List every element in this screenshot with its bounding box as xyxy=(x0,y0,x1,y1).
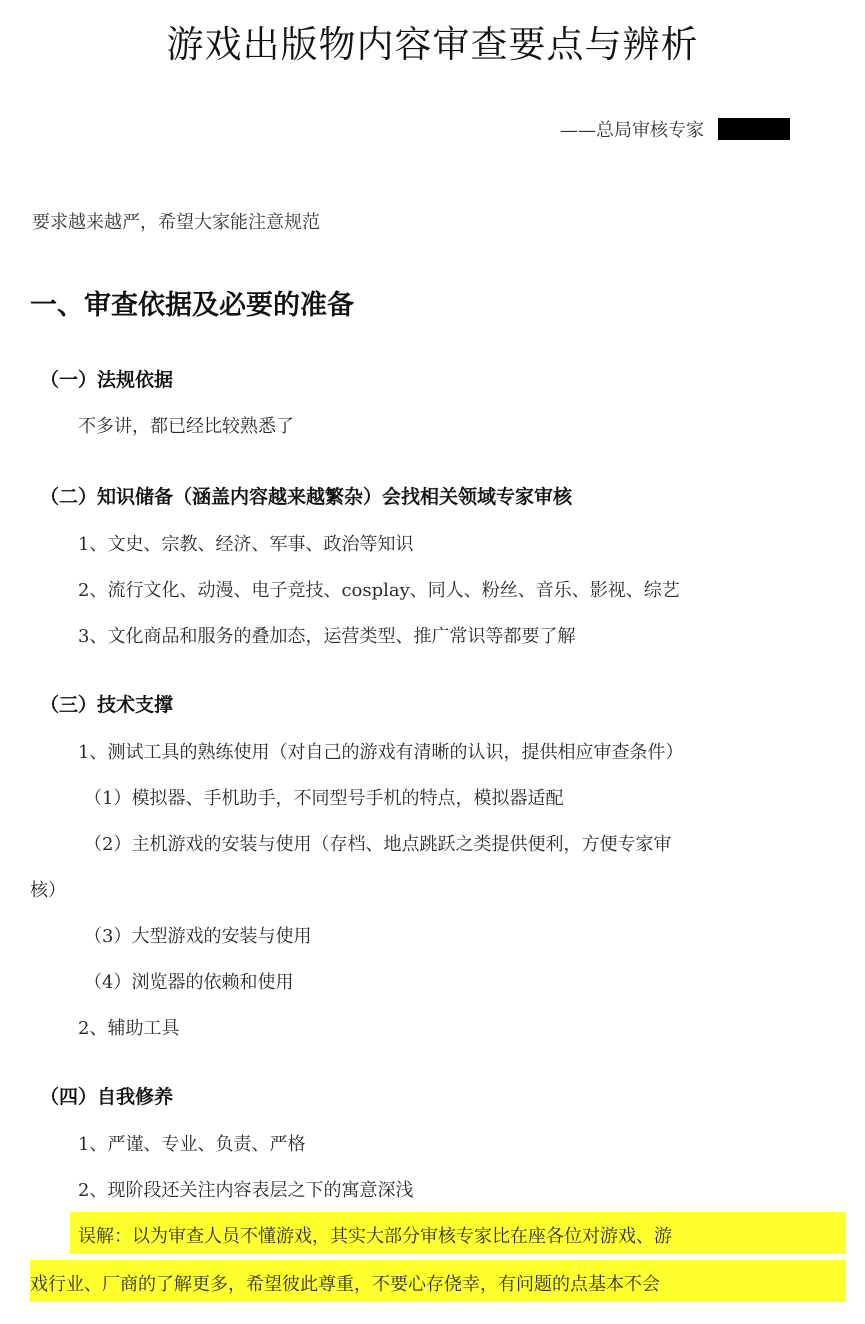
sub-list-item-continuation: 核） xyxy=(30,880,66,901)
list-item: 1、测试工具的熟练使用（对自己的游戏有清晰的认识，提供相应审查条件） xyxy=(78,742,684,763)
intro-paragraph: 要求越来越严，希望大家能注意规范 xyxy=(32,212,320,233)
list-item: 1、文史、宗教、经济、军事、政治等知识 xyxy=(78,534,414,555)
sub-list-item: （3）大型游戏的安装与使用 xyxy=(84,926,312,947)
list-item: 3、文化商品和服务的叠加态，运营类型、推广常识等都要了解 xyxy=(78,626,576,647)
byline-text: ——总局审核专家 xyxy=(560,120,704,141)
sub-list-item: （1）模拟器、手机助手，不同型号手机的特点，模拟器适配 xyxy=(84,788,564,809)
sub-list-item: （4）浏览器的依赖和使用 xyxy=(84,972,294,993)
subsection-heading-2: （二）知识储备（涵盖内容越来越繁杂）会找相关领域专家审核 xyxy=(40,486,573,508)
subsection-heading-3: （三）技术支撑 xyxy=(40,694,174,716)
list-item: 1、严谨、专业、负责、严格 xyxy=(78,1134,306,1155)
section-heading: 一、审查依据及必要的准备 xyxy=(30,290,354,321)
byline xyxy=(560,116,790,142)
highlighted-note-line-1: 误解：以为审查人员不懂游戏，其实大部分审核专家比在座各位对游戏、游 xyxy=(78,1226,672,1247)
subsection-heading-1: （一）法规依据 xyxy=(40,369,174,391)
list-item: 2、流行文化、动漫、电子竞技、cosplay、同人、粉丝、音乐、影视、综艺 xyxy=(78,580,680,601)
document-title: 游戏出版物内容审查要点与辨析 xyxy=(166,23,699,66)
list-item: 2、现阶段还关注内容表层之下的寓意深浅 xyxy=(78,1180,414,1201)
highlighted-note-line-2: 戏行业、厂商的了解更多，希望彼此尊重，不要心存侥幸，有问题的点基本不会 xyxy=(30,1274,660,1295)
sub-list-item: （2）主机游戏的安装与使用（存档、地点跳跃之类提供便利，方便专家审 xyxy=(84,834,672,855)
redaction-bar xyxy=(718,118,790,140)
subsection-heading-4: （四）自我修养 xyxy=(40,1086,174,1108)
paragraph: 不多讲，都已经比较熟悉了 xyxy=(78,416,294,437)
list-item: 2、辅助工具 xyxy=(78,1018,180,1039)
